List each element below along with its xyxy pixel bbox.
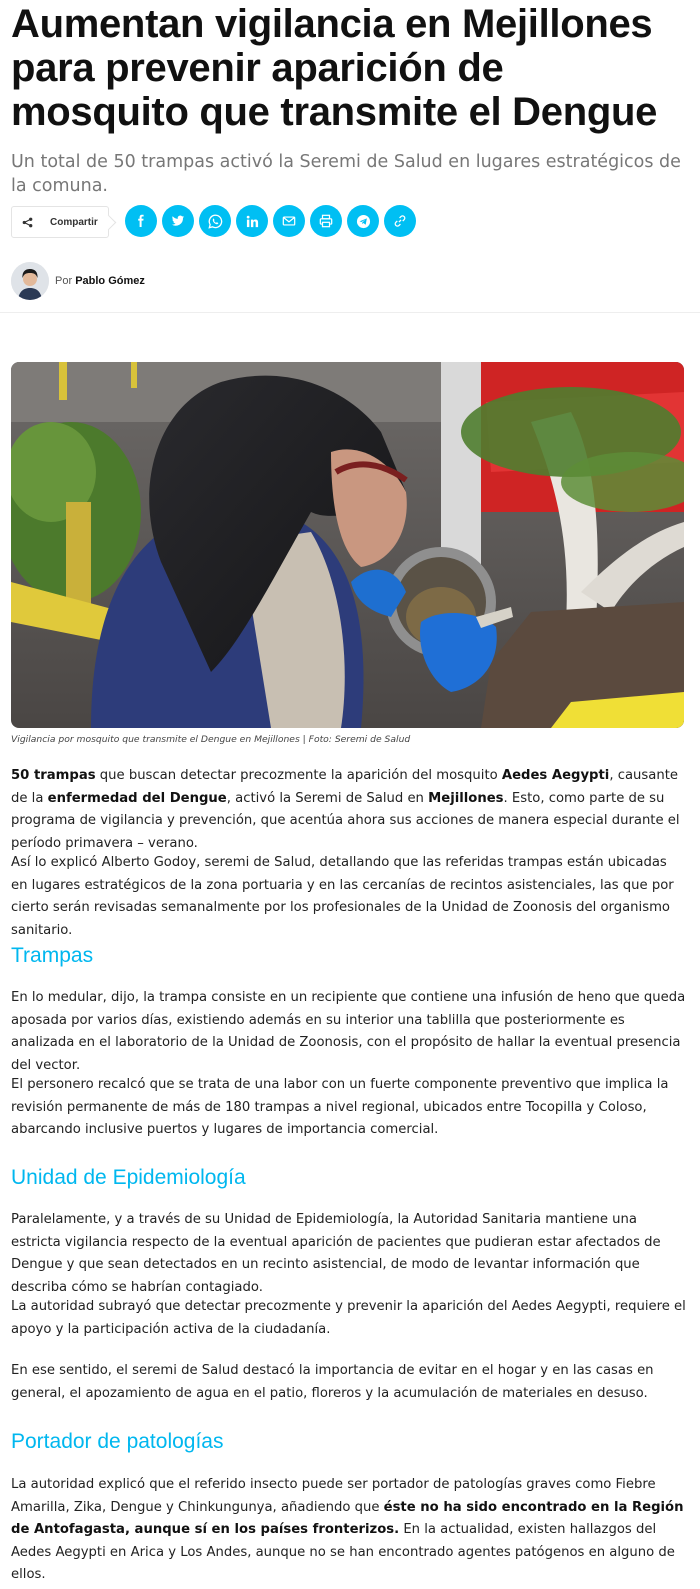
paragraph-6: La autoridad subrayó que detectar precozmente y prevenir la aparición del Aedes Aegypti, requiere el apoyo y la participación activa de la ciudadanía. [11,1299,686,1337]
p1-bold-4: Mejillones [428,790,504,806]
paragraph-8 [11,1474,686,1587]
header-divider [0,312,700,313]
paragraph-7: En ese sentido, el seremi de Salud destacó la importancia de evitar en el hogar y en las casas en general, el apozamiento de agua en el patio, floreros y la acumulación de materiales en desuso. [11,1363,654,1401]
facebook-share-button[interactable] [125,205,157,237]
linkedin-share-button[interactable] [236,205,268,237]
section-title-trampas: Trampas [11,944,94,967]
section-title-patologias: Portador de patologías [11,1430,224,1453]
p8-text-1: La autoridad explicó que el referido insecto puede ser portador de patologías graves como Fiebre Amarilla, Zika, Dengue y Chinkungunya, añadiendo que [11,1477,656,1515]
copy-link-button[interactable] [384,205,416,237]
author-avatar[interactable] [11,262,49,300]
link-icon [393,214,407,228]
p8-text-2: En la actualidad, existen hallazgos del Aedes Aegypti en Arica y Los Andes, aunque no se han encontrado agentes patógenos en alguno de ellos. [11,1522,675,1582]
author-name-link[interactable]: Pablo Gómez [75,275,145,287]
paragraph-2: Así lo explicó Alberto Godoy, seremi de Salud, detallando que las referidas trampas están ubicadas en lugares estratégicos de la zona portuaria y en las cercanías de recintos asistenciales, las que por cierto serán revisadas semanalmente por los profesionales de la Unidad de Zoonosis del organismo sanitario. [11,855,674,938]
share-button[interactable] [11,206,109,238]
p1-bold-1: 50 trampas [11,768,96,783]
p1-text-2: , causante de la [11,768,678,806]
telegram-icon [356,214,371,229]
share-label: Compartir [50,216,98,228]
section-title-epidemiologia: Unidad de Epidemiología [11,1166,246,1189]
print-icon [319,214,333,228]
print-button[interactable] [310,205,342,237]
article-headline: Aumentan vigilancia en Mejillones para prevenir aparición de mosquito que transmite el Dengue [11,2,658,134]
p1-text-4: . Esto, como parte de su programa de vigilancia y prevención, que acentúa ahora sus acciones de manera especial durante el período primavera – verano. [11,790,680,851]
email-share-button[interactable] [273,205,305,237]
p1-text-1: que buscan detectar precozmente la aparición del mosquito [95,768,502,783]
twitter-icon [171,214,185,228]
paragraph-5: Paralelamente, y a través de su Unidad de Epidemiología, la Autoridad Sanitaria mantiene una estricta vigilancia respecto de la eventual aparición de pacientes que pudieran estar afectados de Dengue y que sean detectados en un recinto asistencial, de modo de levantar información que describa cómo se habrían contagiado. [11,1212,661,1295]
p1-bold-3: enfermedad del Dengue [47,790,227,806]
paragraph-4: El personero recalcó que se trata de una labor con un fuerte componente preventivo que implica la revisión permanente de más de 180 trampas a nivel regional, ubicados entre Tocopilla y Coloso, abarcando inclusive puertos y lugares de importancia comercial. [11,1077,669,1137]
article-photo [11,362,684,728]
p1-bold-2: Aedes Aegypti [501,768,610,783]
whatsapp-icon [208,214,223,229]
telegram-share-button[interactable] [347,205,379,237]
byline-prefix: Por [55,275,73,287]
twitter-share-button[interactable] [162,205,194,237]
p8-bold-1: éste no ha sido encontrado en la Región de Antofagasta, aunque sí en los países fronterizos. [11,1499,684,1537]
linkedin-icon [246,215,259,228]
photo-caption: Vigilancia por mosquito que transmite el Dengue en Mejillones | Foto: Seremi de Salud [11,734,411,745]
p1-text-3: , activó la Seremi de Salud en [226,790,429,806]
paragraph-3: En lo medular, dijo, la trampa consiste en un recipiente que contiene una infusión de heno que queda aposada por varios días, existiendo además en su interior una tablilla que posteriormente es analizada en el laboratorio de la Unidad de Zoonosis, con el propósito de hallar la eventual presencia del vector. [11,990,686,1073]
whatsapp-share-button[interactable] [199,205,231,237]
facebook-icon [134,214,148,228]
social-share-row [125,205,416,237]
email-icon [282,214,296,228]
share-icon [22,216,34,228]
byline [55,275,145,287]
paragraph-1 [11,765,686,855]
article-subtitle: Un total de 50 trampas activó la Seremi de Salud en lugares estratégicos de la comuna. [11,152,681,196]
